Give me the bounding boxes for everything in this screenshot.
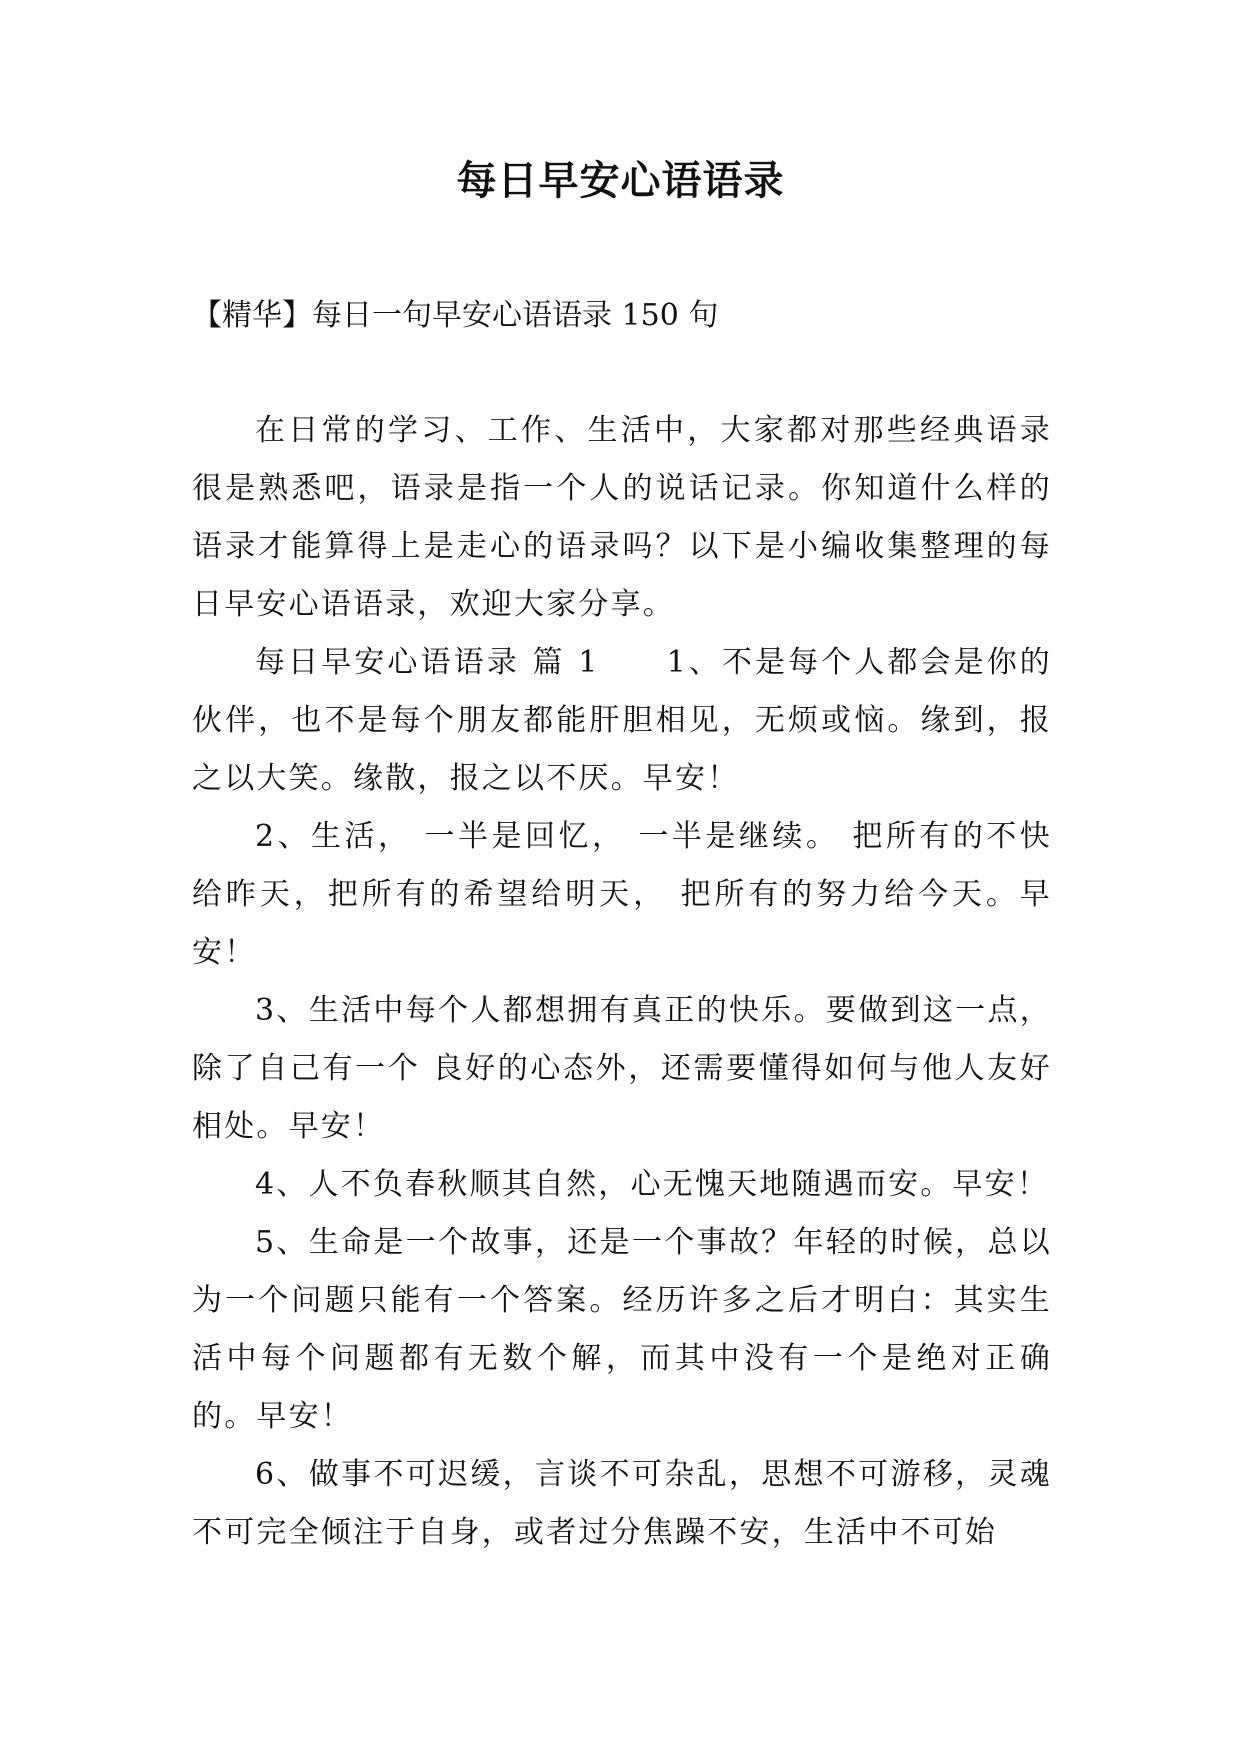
paragraph-quote-6: 6、做事不可迟缓，言谈不可杂乱，思想不可游移，灵魂不可完全倾注于自身，或者过分焦躁不安，生活中不可始 — [192, 1457, 1052, 1550]
paragraph-quote-2: 2、生活， 一半是回忆， 一半是继续。 把所有的不快给昨天，把所有的希望给明天， 把所有的努力给今天。早安！ — [192, 819, 1052, 970]
paragraph-quote-5: 5、生命是一个故事，还是一个事故？年轻的时候，总以为一个问题只能有一个答案。经历许多之后才明白：其实生活中每个问题都有无数个解，而其中没有一个是绝对正确的。早安！ — [192, 1225, 1052, 1434]
document-title: 每日早安心语语录 — [456, 158, 785, 204]
document-subtitle: 【精华】每日一句早安心语语录 150 句 — [192, 298, 719, 333]
paragraph-quote-3: 3、生活中每个人都想拥有真正的快乐。要做到这一点，除了自己有一个 良好的心态外，还需要懂得如何与他人友好相处。早安！ — [192, 993, 1052, 1144]
paragraph-quote-1: 每日早安心语语录 篇 1 1、不是每个人都会是你的伙伴，也不是每个朋友都能肝胆相见，无烦或恼。缘到，报之以大笑。缘散，报之以不厌。早安！ — [192, 645, 1052, 796]
paragraph-quote-4: 4、人不负春秋顺其自然，心无愧天地随遇而安。早安！ — [255, 1167, 1050, 1202]
document-body — [192, 402, 1052, 1562]
paragraph-intro: 在日常的学习、工作、生活中，大家都对那些经典语录很是熟悉吧，语录是指一个人的说话记录。你知道什么样的语录才能算得上是走心的语录吗？以下是小编收集整理的每日早安心语语录，欢迎大家分享。 — [192, 413, 1052, 622]
